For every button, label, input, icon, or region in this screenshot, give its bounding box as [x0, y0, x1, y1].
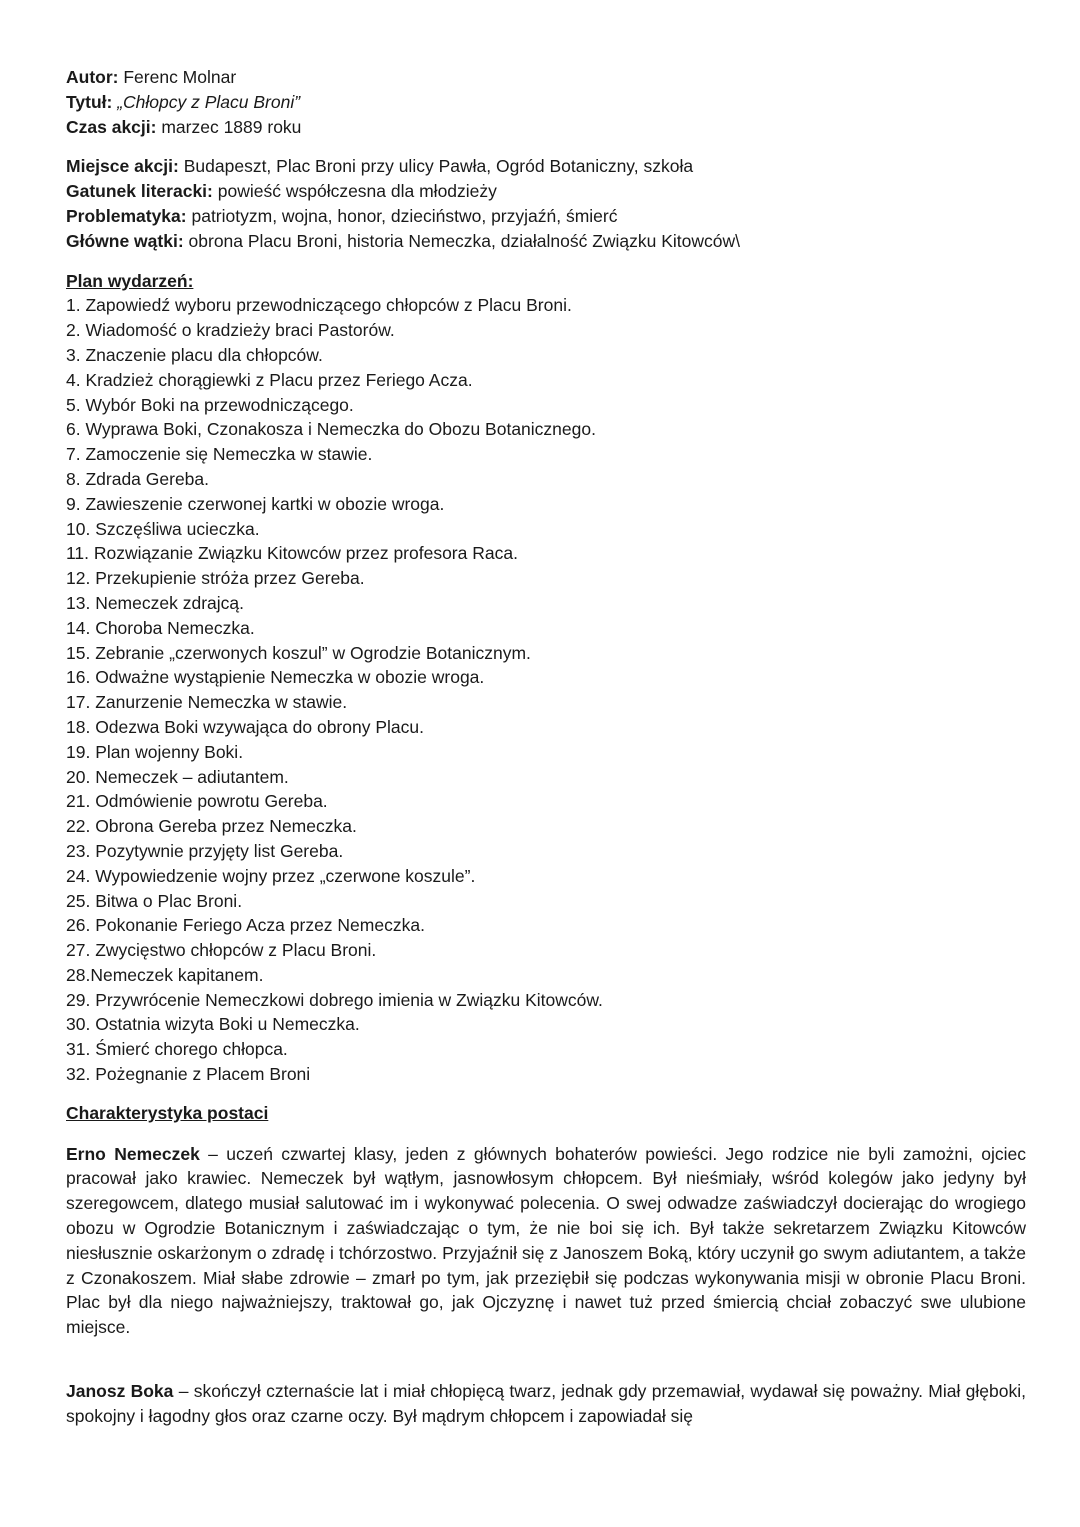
plan-item: 2. Wiadomość o kradzieży braci Pastorów. [66, 320, 395, 341]
plan-item: 25. Bitwa o Plac Broni. [66, 890, 243, 911]
plan-item: 30. Ostatnia wizyta Boki u Nemeczka. [66, 1014, 360, 1035]
plan-item: 13. Nemeczek zdrajcą. [66, 592, 244, 613]
plan-item: 21. Odmówienie powrotu Gereba. [66, 791, 328, 812]
time-label: Czas akcji: [66, 116, 157, 137]
plan-item: 28.Nemeczek kapitanem. [66, 964, 264, 985]
plan-list [66, 293, 1026, 1087]
plan-item: 4. Kradzież chorągiewki z Placu przez Feriego Acza. [66, 369, 473, 390]
time-value: marzec 1889 roku [161, 116, 302, 137]
plan-item: 19. Plan wojenny Boki. [66, 741, 244, 762]
meta-author [66, 65, 1026, 90]
plan-item: 22. Obrona Gereba przez Nemeczka. [66, 816, 357, 837]
character-boka [66, 1379, 1026, 1429]
plan-item: 24. Wypowiedzenie wojny przez „czerwone koszule”. [66, 865, 476, 886]
genre-label: Gatunek literacki: [66, 181, 213, 202]
meta-issues [66, 204, 1026, 229]
character-text-boka: – skończył czternaście lat i miał chłopięcą twarz, jednak gdy przemawiał, wydawał się poważny. Miał głęboki, spokojny i łagodny głos oraz czarne oczy. Był mądrym chłopcem i zapowiadał się [66, 1381, 1026, 1426]
plan-item: 12. Przekupienie stróża przez Gereba. [66, 568, 365, 589]
plan-item: 9. Zawieszenie czerwonej kartki w obozie wroga. [66, 493, 445, 514]
meta-block-basic [66, 65, 1026, 139]
author-value: Ferenc Molnar [123, 67, 237, 87]
plan-item: 17. Zanurzenie Nemeczka w stawie. [66, 692, 348, 713]
title-label: Tytuł: [66, 91, 113, 112]
character-nemeczek [66, 1142, 1026, 1340]
threads-label: Główne wątki: [66, 230, 184, 251]
place-value: Budapeszt, Plac Broni przy ulicy Pawła, Ogród Botaniczny, szkoła [183, 156, 694, 177]
meta-time [66, 115, 1026, 140]
characters-heading: Charakterystyka postaci [66, 1102, 269, 1123]
plan-item: 10. Szczęśliwa ucieczka. [66, 518, 260, 539]
meta-genre [66, 179, 1026, 204]
plan-item: 20. Nemeczek – adiutantem. [66, 766, 289, 787]
plan-item: 14. Choroba Nemeczka. [66, 617, 255, 638]
meta-threads [66, 229, 1026, 254]
meta-place [66, 154, 1026, 179]
plan-item: 15. Zebranie „czerwonych koszul” w Ogrodzie Botanicznym. [66, 642, 531, 663]
author-label: Autor: [66, 67, 119, 87]
issues-value: patriotyzm, wojna, honor, dzieciństwo, przyjaźń, śmierć [191, 205, 618, 226]
document-page [66, 65, 1026, 1429]
genre-value: powieść współczesna dla młodzieży [217, 181, 497, 202]
character-name-boka: Janosz Boka [66, 1381, 174, 1402]
plan-item: 29. Przywrócenie Nemeczkowi dobrego imienia w Związku Kitowców. [66, 989, 603, 1010]
place-label: Miejsce akcji: [66, 156, 179, 177]
threads-value: obrona Placu Broni, historia Nemeczka, działalność Związku Kitowców\ [188, 230, 741, 251]
character-name-nemeczek: Erno Nemeczek [66, 1143, 200, 1164]
plan-item: 3. Znaczenie placu dla chłopców. [66, 344, 323, 365]
title-value: „Chłopcy z Placu Broni” [117, 91, 301, 112]
plan-heading: Plan wydarzeń: [66, 270, 194, 291]
plan-item: 1. Zapowiedź wyboru przewodniczącego chłopców z Placu Broni. [66, 295, 572, 316]
plan-item: 5. Wybór Boki na przewodniczącego. [66, 394, 354, 415]
plan-item: 23. Pozytywnie przyjęty list Gereba. [66, 840, 344, 861]
plan-item: 8. Zdrada Gereba. [66, 468, 209, 489]
meta-title [66, 90, 1026, 115]
plan-item: 31. Śmierć chorego chłopca. [66, 1039, 288, 1060]
plan-item: 27. Zwycięstwo chłopców z Placu Broni. [66, 940, 377, 961]
plan-item: 16. Odważne wystąpienie Nemeczka w obozie wroga. [66, 667, 485, 688]
plan-item: 26. Pokonanie Feriego Acza przez Nemeczka. [66, 915, 425, 936]
plan-item: 18. Odezwa Boki wzywająca do obrony Placu. [66, 716, 424, 737]
meta-block-details [66, 154, 1026, 253]
plan-item: 32. Pożegnanie z Placem Broni [66, 1064, 311, 1085]
character-text-nemeczek: – uczeń czwartej klasy, jeden z głównych bohaterów powieści. Jego rodzice nie byli zamożni, ojciec pracował jako krawiec. Nemeczek był wątłym, jasnowłosym chłopcem. Był nieśmiały, wśród kolegów jako jedyny był szeregowcem, dlatego musiał salutować im i wykonywać polecenia. O swej odwadze zaświadczył docierając do wrogiego obozu w Ogrodzie Botanicznym i zaświadczając o tym, że nie boi się ich. Był także sekretarzem Związku Kitowców niesłusznie oskarżonym o zdradę i tchórzostwo. Przyjaźnił się z Janoszem Boką, który uczynił go swym adiutantem, a także z Czonakoszem. Miał słabe zdrowie – zmarł po tym, jak przeziębił się podczas wykonywania misji w obronie Placu Broni. Plac był dla niego najważniejszy, traktował go, jak Ojczyznę i nawet tuż przed śmiercią chciał zobaczyć swe ulubione miejsce. [66, 1143, 1026, 1338]
plan-item: 6. Wyprawa Boki, Czonakosza i Nemeczka do Obozu Botanicznego. [66, 419, 596, 440]
issues-label: Problematyka: [66, 205, 187, 226]
plan-item: 7. Zamoczenie się Nemeczka w stawie. [66, 444, 373, 465]
plan-item: 11. Rozwiązanie Związku Kitowców przez profesora Raca. [66, 543, 518, 564]
